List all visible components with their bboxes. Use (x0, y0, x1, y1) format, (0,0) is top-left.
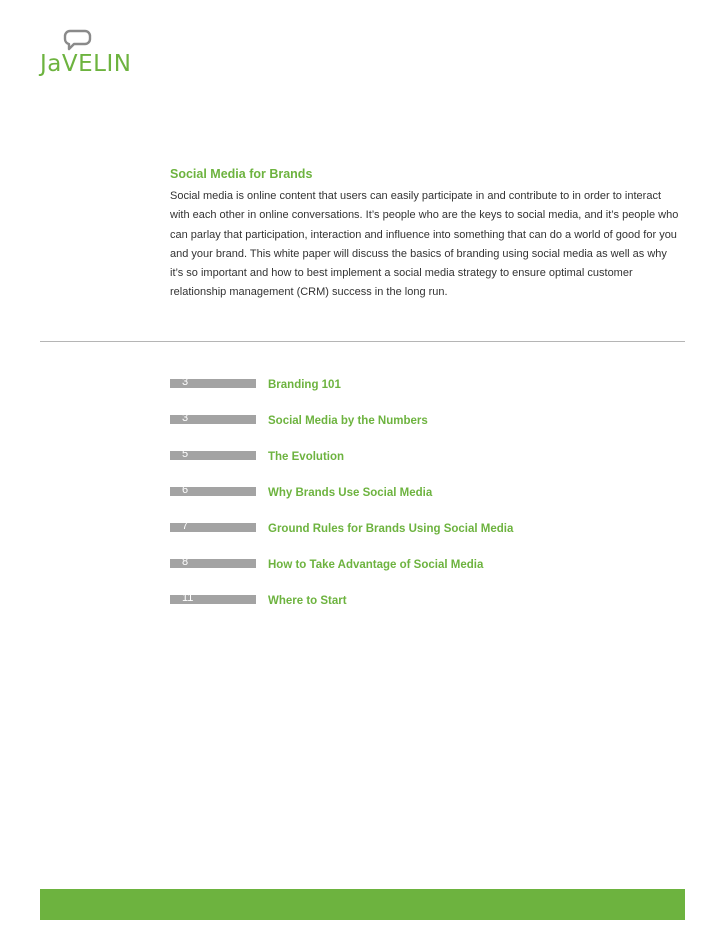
toc-page-number: 11 (182, 592, 194, 604)
toc-page-number: 3 (182, 412, 189, 424)
toc-page-number: 3 (182, 376, 189, 388)
intro-section (170, 166, 680, 303)
toc-title[interactable]: Why Brands Use Social Media (268, 487, 433, 499)
footer-band (40, 889, 685, 920)
toc-item[interactable] (170, 485, 690, 521)
page-title: Social Media for Brands (170, 167, 313, 181)
section-divider (40, 341, 685, 342)
toc-page-number: 6 (182, 484, 189, 496)
toc-item[interactable] (170, 377, 690, 413)
toc-item[interactable] (170, 557, 690, 593)
toc-title[interactable]: Branding 101 (268, 379, 341, 391)
toc-page-number: 5 (182, 448, 189, 460)
toc-item[interactable] (170, 413, 690, 449)
toc-page-number: 7 (182, 520, 189, 532)
toc-title[interactable]: Social Media by the Numbers (268, 415, 428, 427)
toc-title[interactable]: Where to Start (268, 595, 347, 607)
toc-page-number: 8 (182, 556, 189, 568)
intro-paragraph: Social media is online content that users can easily participate in and contribute to in order to interact with each other in online conversations. It’s people who are the keys to social media, and it’s people who can parlay that participation, interaction and influence into something that can do a world of good for you and your brand. This white paper will discuss the basics of branding using social media as well as why it’s so important and how to best implement a social media strategy to ensure optimal customer relationship management (CRM) success in the long run. (170, 190, 679, 299)
toc-title[interactable]: Ground Rules for Brands Using Social Media (268, 523, 514, 535)
logo-wordmark: JaVELIN (40, 51, 132, 77)
toc-title[interactable]: How to Take Advantage of Social Media (268, 559, 484, 571)
table-of-contents (170, 377, 690, 629)
toc-item[interactable] (170, 449, 690, 485)
toc-item[interactable] (170, 593, 690, 629)
toc-item[interactable] (170, 521, 690, 557)
toc-title[interactable]: The Evolution (268, 451, 345, 463)
javelin-logo (40, 28, 140, 80)
